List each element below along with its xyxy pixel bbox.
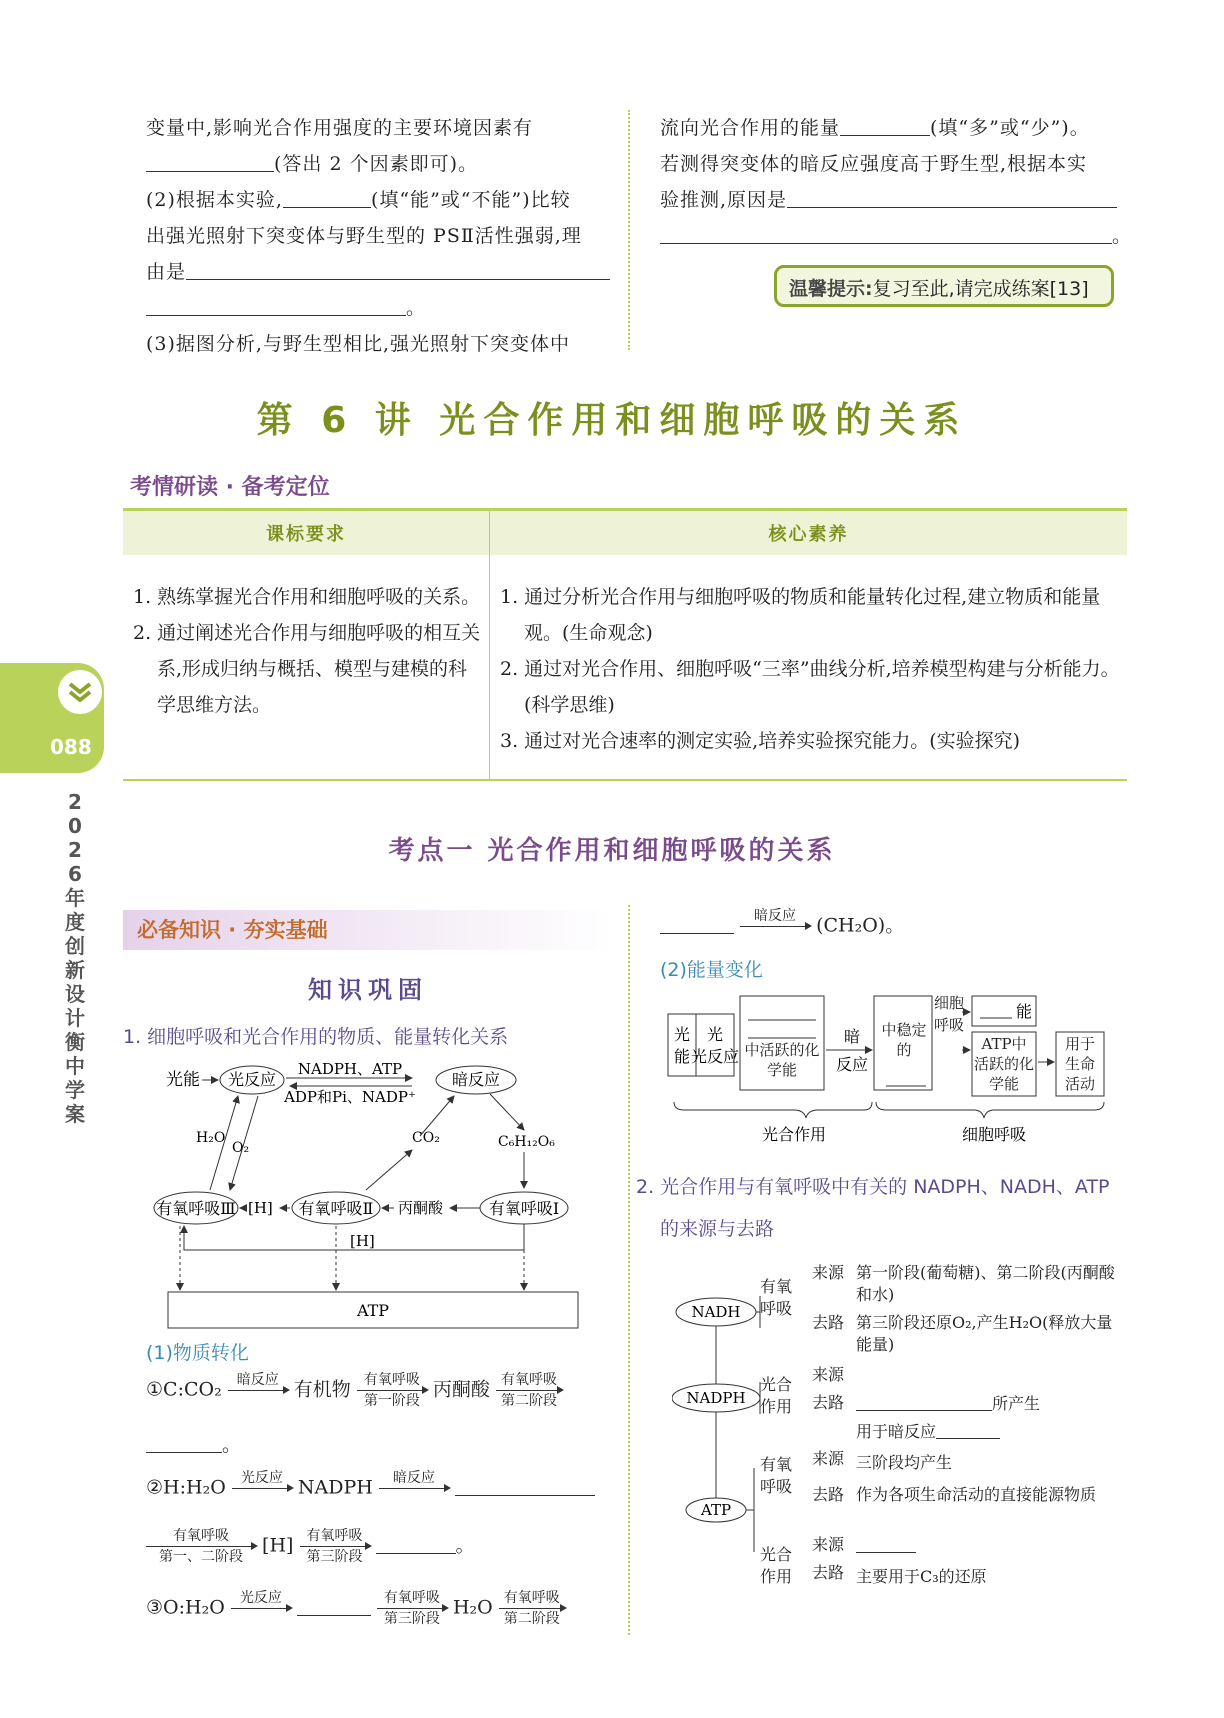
answer-blank[interactable] (297, 1593, 371, 1616)
atp-aerobic-destination: 作为各项生命活动的直接能源物质 (856, 1485, 1097, 1504)
energy-diagram (664, 990, 1124, 1150)
text: 由是 (146, 261, 187, 283)
answer-blank[interactable] (146, 1430, 222, 1453)
node-light-energy: 能 (673, 1047, 691, 1066)
subheading-material: (1)物质转化 (146, 1342, 249, 1364)
hydrogen-line-2 (146, 1528, 475, 1565)
node-label: 暗反应 (451, 1070, 501, 1089)
label-atp: ATP (356, 1301, 390, 1320)
label-h: [H] (350, 1232, 375, 1250)
hint-box (774, 265, 1114, 307)
arrow (228, 1372, 288, 1409)
node-label: 有氧呼吸Ⅰ (488, 1199, 560, 1218)
text: 有机物 (293, 1378, 351, 1401)
answer-blank[interactable] (936, 1420, 1000, 1439)
arrow (146, 1528, 256, 1565)
band-label: 必备知识 · 夯实基础 (137, 918, 328, 942)
text-line (660, 182, 1140, 218)
node-label: 用于生命活动 (1064, 1035, 1095, 1093)
text: 。 (1112, 225, 1133, 247)
top-left-column (146, 110, 616, 362)
node-light-reaction (696, 1014, 734, 1076)
answer-blank[interactable] (660, 221, 1112, 244)
arrow (740, 908, 810, 945)
heading-1: 1. 细胞呼吸和光合作用的物质、能量转化关系 (123, 1026, 509, 1048)
list-item: 3. 通过对光合速率的测定实验,培养实验探究能力。(实验探究) (500, 730, 1021, 752)
page-number: 088 (50, 735, 92, 759)
arrow-label: 暗反应 (754, 908, 797, 924)
node-label: ATP (700, 1501, 732, 1519)
col-header-requirements: 课标要求 (123, 510, 490, 556)
text-line (856, 1392, 1040, 1415)
text-line (146, 182, 616, 218)
label-h2o: H₂O (196, 1130, 226, 1146)
answer-blank[interactable] (660, 911, 734, 934)
answer-blank[interactable] (376, 1531, 456, 1554)
label-source: 来源 (812, 1263, 845, 1282)
arrow (496, 1372, 562, 1409)
column-divider (628, 110, 630, 350)
label-nadph-atp: NADPH、ATP (297, 1060, 403, 1078)
branch-aerobic: 有氧呼吸 (760, 1455, 793, 1496)
nadph-destination: 用于暗反应 (856, 1422, 937, 1441)
arrow-label: 有氧呼吸 (363, 1372, 420, 1388)
atp-photo-destination: 主要用于C₃的还原 (856, 1567, 987, 1586)
label-respiration: 细胞呼吸 (961, 1125, 1027, 1144)
answer-blank[interactable] (455, 1473, 595, 1496)
text: 丙酮酸 (432, 1378, 490, 1401)
arrow-label: 有氧呼吸 (503, 1590, 560, 1606)
label-destination: 去路 (812, 1485, 845, 1504)
label-source: 来源 (812, 1365, 845, 1384)
list-item: 1. 熟练掌握光合作用和细胞呼吸的关系。 (133, 586, 481, 608)
arrow-label: 暗反应 (236, 1372, 279, 1388)
answer-blank[interactable] (856, 1392, 992, 1411)
answer-blank[interactable] (146, 293, 406, 316)
answer-blank[interactable] (856, 1534, 916, 1553)
arrow-label: 有氧呼吸 (173, 1528, 229, 1544)
dark-reaction-line (660, 908, 904, 945)
hint-text: 复习至此,请完成练案[13] (872, 278, 1089, 300)
oxygen-line (146, 1590, 565, 1627)
text-line (660, 110, 1140, 146)
hydrogen-line (146, 1470, 595, 1507)
branch-aerobic: 有氧呼吸 (760, 1277, 793, 1318)
node-label: 光反应 (227, 1070, 277, 1089)
arrow-label: 光反应 (239, 1590, 282, 1606)
label-destination: 去路 (812, 1313, 845, 1332)
nadh-destination: 第三阶段还原O₂,产生H₂O(释放大量能量) (856, 1313, 1113, 1354)
text: (2)根据本实验, (146, 189, 283, 211)
arrow (232, 1470, 292, 1507)
arrow (379, 1470, 449, 1507)
arrow-label: 有氧呼吸 (500, 1372, 557, 1388)
node-label: 反应 (835, 1055, 869, 1074)
kaodian-title: 考点一 光合作用和细胞呼吸的关系 (388, 836, 836, 866)
arrow (300, 1528, 370, 1565)
text: H₂O (452, 1596, 493, 1619)
label-photosynthesis: 光合作用 (761, 1125, 827, 1144)
heading-2: 2. 光合作用与有氧呼吸中有关的 NADPH、NADH、ATP (636, 1176, 1110, 1198)
text-line (146, 1430, 241, 1457)
label-destination: 去路 (812, 1563, 845, 1582)
text-line (856, 1420, 1000, 1443)
top-right-column (660, 110, 1140, 254)
arrow-label: 第一阶段 (363, 1393, 420, 1409)
node-label: 有氧呼吸Ⅱ (298, 1199, 374, 1218)
text: 流向光合作用的能量 (660, 117, 841, 139)
text: ②H:H₂O (146, 1476, 226, 1499)
node-label: NADH (691, 1303, 741, 1321)
node-label: 能 (1015, 1002, 1033, 1021)
node-label: 有氧呼吸Ⅲ (156, 1199, 236, 1218)
section-title: 考情研读 · 备考定位 (130, 475, 330, 500)
text: (CH₂O)。 (816, 914, 905, 937)
atp-aerobic-source: 三阶段均产生 (856, 1453, 953, 1472)
book-title: 2026年度创新设计 衡中学案 (65, 790, 85, 1126)
list-item: 2. 通过阐述光合作用与细胞呼吸的相互关系,形成归纳与概括、模型与建模的科学思维方法。 (133, 622, 481, 716)
text-line: (3)据图分析,与野生型相比,强光照射下突变体中 (146, 333, 570, 355)
label-source: 来源 (812, 1449, 845, 1468)
arrow-label: 第三阶段 (306, 1549, 363, 1565)
requirements-cell (123, 555, 490, 780)
node-label: 中活跃的化学能 (744, 1041, 820, 1079)
text-line: 变量中,影响光合作用强度的主要环境因素有 (146, 117, 534, 139)
chevron-down-icon (58, 670, 102, 714)
hint-label: 温馨提示: (789, 278, 873, 300)
text: ③O:H₂O (146, 1596, 225, 1619)
node-label: 光反应 (690, 1047, 740, 1066)
label-destination: 去路 (812, 1393, 845, 1412)
text: 。 (406, 297, 427, 319)
text-line (660, 218, 1140, 254)
node-label: NADPH (686, 1389, 746, 1407)
text: ①C:CO₂ (146, 1378, 222, 1401)
label-o2: O₂ (232, 1140, 250, 1156)
node-label: 暗 (843, 1027, 861, 1046)
text-line (146, 254, 616, 290)
arrow (377, 1590, 447, 1627)
label-glucose: C₆H₁₂O₆ (498, 1134, 555, 1150)
text: 所产生 (992, 1394, 1041, 1413)
text: [H] (262, 1534, 294, 1557)
branch-photosynthesis: 光合作用 (760, 1545, 793, 1586)
subheading-energy: (2)能量变化 (660, 959, 763, 981)
zhishi-title: 知识巩固 (308, 976, 428, 1004)
lecture-title: 第 6 讲 光合作用和细胞呼吸的关系 (256, 400, 968, 441)
arrow-label: 有氧呼吸 (383, 1590, 440, 1606)
core-cell (490, 555, 1128, 780)
answer-blank[interactable] (186, 257, 610, 280)
text-line (146, 290, 616, 326)
arrow-label: 第一、二阶段 (159, 1549, 243, 1565)
nadh-source: 第一阶段(葡萄糖)、第二阶段(丙酮酸和水) (856, 1263, 1115, 1304)
label-co2: CO₂ (412, 1130, 440, 1146)
requirements-table (123, 508, 1127, 781)
arrow (357, 1372, 427, 1409)
text: (填“多”或“少”)。 (930, 117, 1090, 139)
node-label: ATP中活跃的化学能 (974, 1035, 1034, 1093)
text: 。 (455, 1534, 475, 1557)
branch-photosynthesis: 光合作用 (760, 1375, 793, 1416)
answer-blank[interactable] (283, 185, 371, 208)
node-label: 光 (706, 1025, 724, 1044)
text: (填“能”或“不能”)比较 (370, 189, 571, 211)
answer-blank[interactable] (787, 185, 1117, 208)
text-line (856, 1534, 916, 1557)
text: (答出 2 个因素即可)。 (274, 153, 478, 175)
label-light: 光能 (166, 1070, 200, 1090)
list-item: 1. 通过分析光合作用与细胞呼吸的物质和能量转化过程,建立物质和能量观。(生命观念) (500, 586, 1101, 644)
heading-2-cont: 的来源与去路 (660, 1218, 775, 1240)
col-header-core: 核心素养 (490, 510, 1128, 556)
text-line: 若测得突变体的暗反应强度高于野生型,根据本实 (660, 153, 1088, 175)
node-light-energy: 光 (673, 1025, 691, 1044)
knowledge-band (123, 910, 613, 950)
label-pyruvate: 丙酮酸 (398, 1199, 444, 1217)
text: 验推测,原因是 (660, 189, 788, 211)
text: 。 (222, 1434, 242, 1456)
node-label: 细胞呼吸 (934, 994, 964, 1034)
text-line: 出强光照射下突变体与野生型的 PSⅡ活性强弱,理 (146, 225, 582, 247)
text: NADPH (297, 1476, 373, 1499)
label-adp: ADP和Pi、NADP⁺ (284, 1088, 416, 1106)
arrow-label: 暗反应 (392, 1470, 435, 1486)
arrow-label: 第三阶段 (383, 1611, 440, 1627)
answer-blank[interactable] (840, 113, 930, 136)
arrow-label: 第二阶段 (503, 1611, 560, 1627)
text-line (146, 146, 616, 182)
column-divider (628, 905, 630, 1635)
arrow (499, 1590, 565, 1627)
label-source: 来源 (812, 1535, 845, 1554)
arrow-label: 光反应 (240, 1470, 283, 1486)
arrow (231, 1590, 291, 1627)
answer-blank[interactable] (146, 149, 274, 172)
arrow-label: 有氧呼吸 (306, 1528, 363, 1544)
node-label: 中稳定的 (881, 1021, 927, 1059)
material-energy-diagram (150, 1050, 620, 1330)
label-h: [H] (248, 1199, 273, 1217)
arrow-label: 第二阶段 (500, 1393, 557, 1409)
carbon-line (146, 1372, 562, 1409)
list-item: 2. 通过对光合作用、细胞呼吸“三率”曲线分析,培养模型构建与分析能力。(科学思维) (500, 658, 1120, 716)
